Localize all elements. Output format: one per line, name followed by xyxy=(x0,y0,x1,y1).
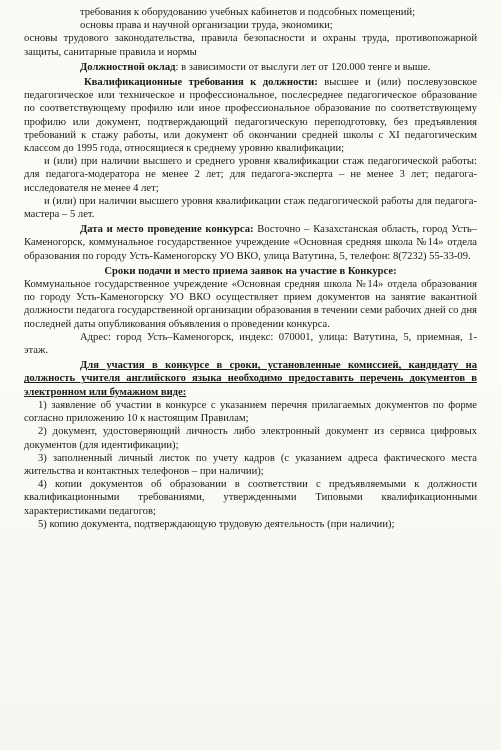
doc-item-3: 3) заполненный личный листок по учету кадров (с указанием адреса фактического места жительства и контактных телефонов – при наличии); xyxy=(24,452,477,477)
salary-label: Должностной оклад xyxy=(80,61,176,73)
deadline-paragraph: Коммунальное государственное учреждение «Основная средняя школа №14» отдела образования по городу Усть-Каменогорску УО ВКО осуществляет прием документов на занятие вакантной должности педагога государственной организации образования в течении семи рабочих дней со дня последней даты опубликования объявления о проведении конкурса. xyxy=(24,279,477,330)
contest-place-text: Восточно – Казахстанская область, город Усть–Каменогорск, коммунальное государственное учреждение «Основная средняя школа №14» отдела образования по городу Усть-Каменогорску УО ВКО, улица Ватутина, 5, телефон: 8(7232) 55-33-09. xyxy=(24,224,477,262)
contest-place-label: Дата и место проведение конкурса: xyxy=(80,224,254,236)
doc-item-5: 5) копию документа, подтверждающую трудовую деятельность (при наличии); xyxy=(38,518,395,530)
req-line-2: основы права и научной организации труда, экономики; xyxy=(80,20,333,32)
contest-place-paragraph xyxy=(24,223,477,263)
qualification-text: высшее и (или) послевузовское педагогическое или техническое и профессиональное, послесреднее педагогическое образование по соответствующему профилю или иное профессиональное образование по соответствующему профилю или документ, подтверждающий педагогическую переподготовку, без предъявления требований к стажу работы, или документ об окончании средней школы с XI педагогическим классом до 1995 года, относящиеся к среднему уровню квалификации; xyxy=(24,77,478,155)
documents-intro: Для участия в конкурсе в сроки, установленные комиссией, кандидату на должность учителя английского языка необходимо предоставить перечень документов в электронном или бумажном виде: xyxy=(24,360,477,398)
req-line-3: основы трудового законодательства, правила безопасности и охраны труда, противопожарной защиты, санитарные правила и нормы xyxy=(24,33,477,58)
qualification-paragraph xyxy=(24,76,477,155)
doc-item-4: 4) копии документов об образовании в соответствии с предъявляемыми к должности квалификационными требованиями, утвержденными Типовыми квалификационными характеристиками педагогов; xyxy=(24,479,477,517)
salary-paragraph xyxy=(24,61,477,74)
req-line-1: требования к оборудованию учебных кабинетов и подсобных помещений; xyxy=(80,7,416,18)
qualification-label: Квалификационные требования к должности: xyxy=(84,77,318,89)
deadline-heading: Сроки подачи и место приема заявок на участие в Конкурсе: xyxy=(104,265,397,277)
salary-text: : в зависимости от выслуги лет от 120.000 тенге и выше. xyxy=(175,61,431,73)
address-paragraph: Адрес: город Усть–Каменогорск, индекс: 070001, улица: Ватутина, 5, приемная, 1- этаж. xyxy=(24,331,477,357)
doc-item-1: 1) заявление об участии в конкурсе с указанием перечня прилагаемых документов по форме согласно приложению 10 к настоящим Правилам; xyxy=(24,399,477,425)
qualification-paragraph-2: и (или) при наличии высшего и среднего уровня квалификации стаж педагогической работы: для педагога-модератора не менее 2 лет; для педагога-эксперта – не менее 3 лет; педагога-исследователя не менее 4 лет; xyxy=(24,156,477,194)
qualification-paragraph-3: и (или) при наличии высшего уровня квалификации стаж педагогической работы для педагога-мастера – 5 лет. xyxy=(24,195,477,221)
doc-item-2: 2) документ, удостоверяющий личность либо электронный документ из сервиса цифровых документов (для идентификации); xyxy=(24,426,477,451)
